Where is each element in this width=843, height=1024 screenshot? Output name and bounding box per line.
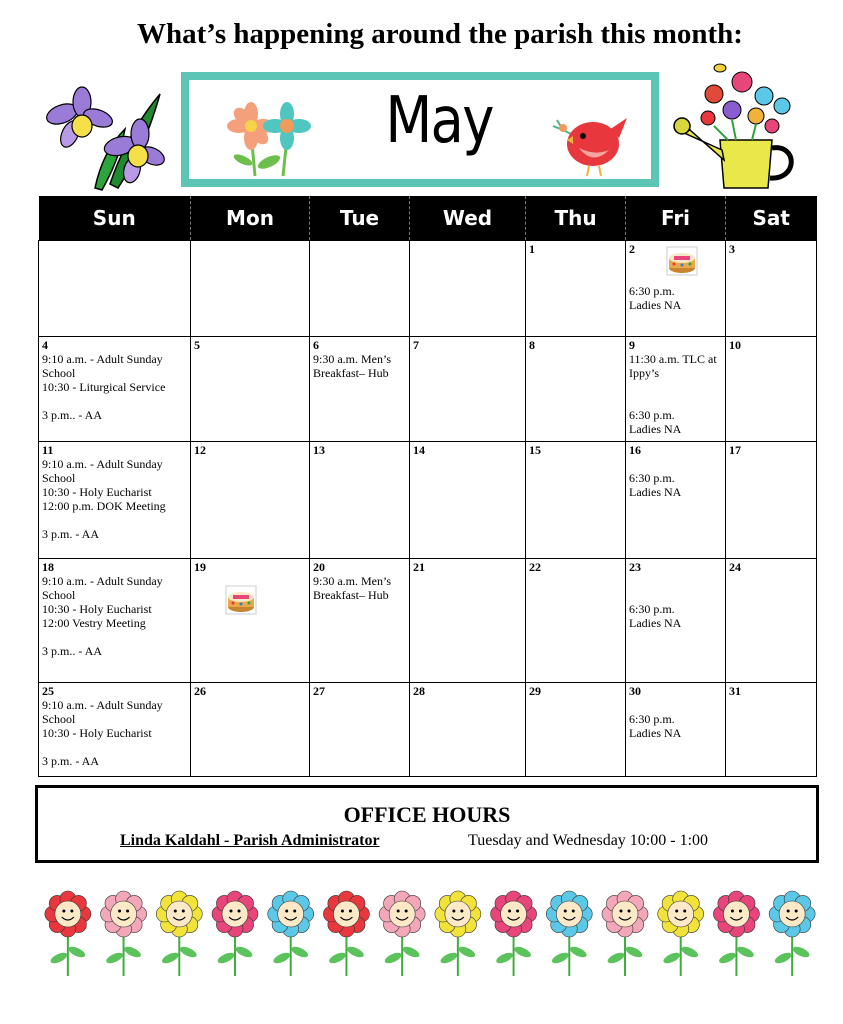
- smiley-flower-icon: [45, 891, 91, 976]
- day-cell: [410, 683, 526, 777]
- week-row: [39, 241, 817, 337]
- flower-border: [40, 884, 820, 980]
- day-cell: [626, 337, 726, 442]
- smiley-flower-icon: [602, 891, 648, 976]
- day-events: 9:30 a.m. Men’s Breakfast– Hub: [313, 352, 391, 380]
- day-cell: [526, 559, 626, 683]
- day-number: 25: [42, 684, 54, 698]
- smiley-flower-icon: [101, 891, 147, 976]
- day-cell: [726, 442, 817, 559]
- week-row: [39, 683, 817, 777]
- day-cell: [191, 559, 310, 683]
- day-cell: [410, 442, 526, 559]
- day-number: 21: [413, 560, 425, 574]
- day-number: 10: [729, 338, 741, 352]
- day-number: 30: [629, 684, 641, 698]
- day-cell: [410, 337, 526, 442]
- day-cell: [626, 241, 726, 337]
- day-cell: [39, 442, 191, 559]
- day-events: 6:30 p.m. Ladies NA: [629, 602, 682, 630]
- weekday-header: Sun: [39, 196, 191, 241]
- flowers-icon: [221, 92, 317, 178]
- day-number: 19: [194, 560, 206, 574]
- day-number: 4: [42, 338, 48, 352]
- smiley-flower-icon: [435, 891, 481, 976]
- day-number: 27: [313, 684, 325, 698]
- day-number: 8: [529, 338, 535, 352]
- smiley-flower-icon: [713, 891, 759, 976]
- day-cell: [726, 241, 817, 337]
- day-cell: [410, 559, 526, 683]
- day-number: 15: [529, 443, 541, 457]
- weekday-header: Tue: [310, 196, 410, 241]
- weekday-header: Mon: [191, 196, 310, 241]
- day-number: 20: [313, 560, 325, 574]
- day-number: 18: [42, 560, 54, 574]
- day-number: 26: [194, 684, 206, 698]
- day-cell: [526, 683, 626, 777]
- day-cell: [39, 241, 191, 337]
- day-cell: [39, 683, 191, 777]
- weekday-header: Wed: [410, 196, 526, 241]
- day-number: 13: [313, 443, 325, 457]
- smiley-flower-icon: [212, 891, 258, 976]
- smiley-flower-icon: [491, 891, 537, 976]
- day-number: 6: [313, 338, 319, 352]
- day-cell: [310, 442, 410, 559]
- calendar-grid: [38, 196, 817, 777]
- page-headline: What’s happening around the parish this month:: [137, 18, 743, 50]
- day-events: 9:10 a.m. - Adult Sunday School 10:30 - Holy Eucharist 12:00 Vestry Meeting 3 p.m.. - AA: [42, 574, 163, 658]
- day-number: 23: [629, 560, 641, 574]
- day-cell: [191, 337, 310, 442]
- smiley-flower-icon: [379, 891, 425, 976]
- birthday-cake-icon: [666, 246, 698, 276]
- bird-icon: [549, 108, 629, 178]
- day-number: 11: [42, 443, 54, 457]
- day-number: 31: [729, 684, 741, 698]
- weekday-header-row: [39, 196, 817, 241]
- day-events: 9:10 a.m. - Adult Sunday School 10:30 - Holy Eucharist 3 p.m. - AA: [42, 698, 163, 768]
- day-number: 2: [629, 242, 635, 256]
- smiley-flower-icon: [156, 891, 202, 976]
- day-number: 17: [729, 443, 741, 457]
- day-number: 16: [629, 443, 641, 457]
- day-number: 12: [194, 443, 206, 457]
- administrator-name: Linda Kaldahl - Parish Administrator: [120, 832, 380, 849]
- day-cell: [310, 683, 410, 777]
- watering-can-icon: [672, 60, 810, 194]
- day-number: 7: [413, 338, 419, 352]
- day-cell: [526, 241, 626, 337]
- day-cell: [310, 559, 410, 683]
- day-number: 1: [529, 242, 535, 256]
- day-cell: [526, 442, 626, 559]
- day-cell: [726, 559, 817, 683]
- day-cell: [191, 683, 310, 777]
- office-hours-title: OFFICE HOURS: [343, 802, 511, 827]
- weekday-header: Thu: [526, 196, 626, 241]
- weekday-header: Sat: [726, 196, 817, 241]
- day-cell: [626, 683, 726, 777]
- day-cell: [726, 337, 817, 442]
- day-events: 6:30 p.m. Ladies NA: [629, 471, 682, 499]
- day-cell: [726, 683, 817, 777]
- day-events: 9:10 a.m. - Adult Sunday School 10:30 - Liturgical Service 3 p.m.. - AA: [42, 352, 166, 422]
- day-events: 9:30 a.m. Men’s Breakfast– Hub: [313, 574, 391, 602]
- day-cell: [39, 337, 191, 442]
- day-number: 24: [729, 560, 741, 574]
- day-number: 5: [194, 338, 200, 352]
- smiley-flower-icon: [658, 891, 704, 976]
- smiley-flower-icon: [268, 891, 314, 976]
- day-cell: [410, 241, 526, 337]
- day-cell: [626, 559, 726, 683]
- day-events: 9:10 a.m. - Adult Sunday School 10:30 - Holy Eucharist 12:00 p.m. DOK Meeting 3 p.m. - AA: [42, 457, 166, 541]
- day-cell: [39, 559, 191, 683]
- week-row: [39, 337, 817, 442]
- office-hours-text: Tuesday and Wednesday 10:00 - 1:00: [468, 832, 709, 849]
- day-cell: [626, 442, 726, 559]
- day-cell: [310, 337, 410, 442]
- day-number: 3: [729, 242, 735, 256]
- day-number: 28: [413, 684, 425, 698]
- birthday-cake-icon: [225, 585, 257, 615]
- smiley-flower-icon: [546, 891, 592, 976]
- month-title: May: [385, 84, 493, 158]
- week-row: [39, 442, 817, 559]
- day-cell: [526, 337, 626, 442]
- day-number: 29: [529, 684, 541, 698]
- day-cell: [191, 442, 310, 559]
- orchid-icon: [40, 84, 166, 192]
- office-hours-box: [35, 785, 819, 863]
- smiley-flower-icon: [769, 891, 815, 976]
- day-number: 9: [629, 338, 635, 352]
- day-events: 6:30 p.m. Ladies NA: [629, 712, 682, 740]
- weekday-header: Fri: [626, 196, 726, 241]
- day-number: 22: [529, 560, 541, 574]
- smiley-flower-icon: [323, 891, 369, 976]
- day-events: 11:30 a.m. TLC at Ippy’s 6:30 p.m. Ladies NA: [629, 352, 717, 436]
- day-events: 6:30 p.m. Ladies NA: [629, 284, 682, 312]
- month-banner: [181, 72, 659, 187]
- week-row: [39, 559, 817, 683]
- day-number: 14: [413, 443, 425, 457]
- day-cell: [310, 241, 410, 337]
- day-cell: [191, 241, 310, 337]
